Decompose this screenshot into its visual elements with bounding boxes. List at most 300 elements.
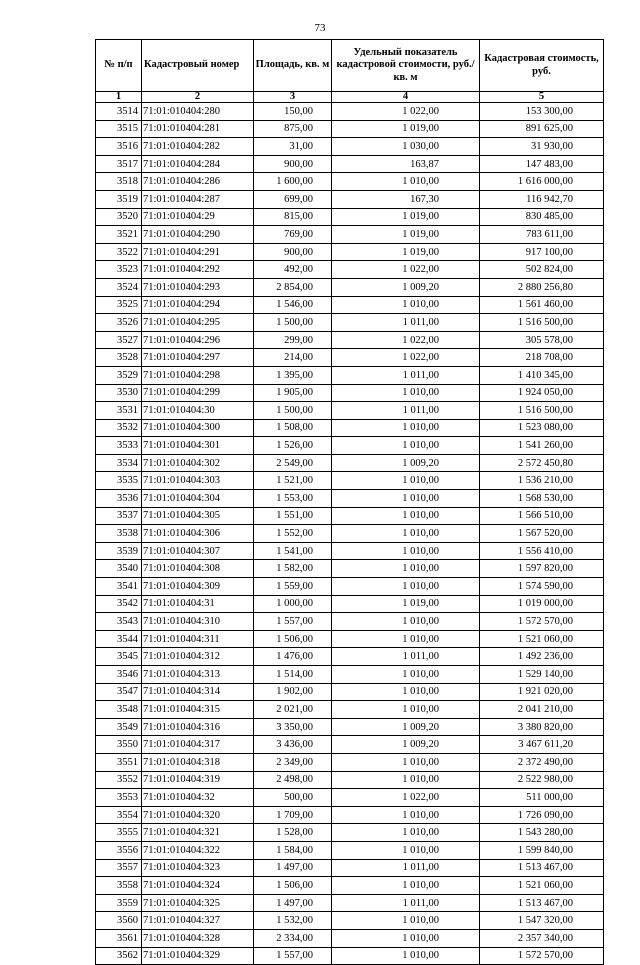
table-row	[96, 718, 604, 736]
row-index: 3535	[96, 472, 142, 490]
cadastral-number: 71:01:010404:310	[142, 613, 254, 631]
rate-value: 1 010,00	[332, 824, 480, 842]
cadastral-number: 71:01:010404:313	[142, 666, 254, 684]
rate-value: 1 010,00	[332, 173, 480, 191]
cost-value: 1 924 050,00	[480, 384, 604, 402]
area-value: 900,00	[254, 243, 332, 261]
cost-value: 917 100,00	[480, 243, 604, 261]
cadastral-number: 71:01:010404:302	[142, 454, 254, 472]
area-value: 815,00	[254, 208, 332, 226]
area-value: 2 549,00	[254, 454, 332, 472]
cadastral-number: 71:01:010404:328	[142, 929, 254, 947]
cadastral-number: 71:01:010404:286	[142, 173, 254, 191]
table-row	[96, 138, 604, 156]
cadastral-number: 71:01:010404:308	[142, 560, 254, 578]
table-row	[96, 402, 604, 420]
table-row	[96, 314, 604, 332]
area-value: 900,00	[254, 155, 332, 173]
rate-value: 1 010,00	[332, 806, 480, 824]
table-row	[96, 560, 604, 578]
row-index: 3516	[96, 138, 142, 156]
area-value: 1 559,00	[254, 578, 332, 596]
table-row	[96, 384, 604, 402]
rate-value: 1 010,00	[332, 437, 480, 455]
cost-value: 31 930,00	[480, 138, 604, 156]
table-row	[96, 736, 604, 754]
row-index: 3531	[96, 402, 142, 420]
row-index: 3555	[96, 824, 142, 842]
row-index: 3558	[96, 877, 142, 895]
area-value: 3 436,00	[254, 736, 332, 754]
row-index: 3523	[96, 261, 142, 279]
row-index: 3550	[96, 736, 142, 754]
cadastral-number: 71:01:010404:282	[142, 138, 254, 156]
table-row	[96, 666, 604, 684]
rate-value: 1 010,00	[332, 419, 480, 437]
rate-value: 1 011,00	[332, 859, 480, 877]
row-index: 3552	[96, 771, 142, 789]
area-value: 1 600,00	[254, 173, 332, 191]
area-value: 1 552,00	[254, 525, 332, 543]
table-row	[96, 261, 604, 279]
area-value: 1 500,00	[254, 314, 332, 332]
cost-value: 1 513 467,00	[480, 859, 604, 877]
rate-value: 1 010,00	[332, 384, 480, 402]
table-row	[96, 507, 604, 525]
table-row	[96, 542, 604, 560]
cost-value: 1 492 236,00	[480, 648, 604, 666]
cadastral-number: 71:01:010404:31	[142, 595, 254, 613]
page-number: 73	[314, 22, 326, 34]
cadastral-number: 71:01:010404:318	[142, 753, 254, 771]
cost-value: 147 483,00	[480, 155, 604, 173]
row-index: 3525	[96, 296, 142, 314]
row-index: 3544	[96, 630, 142, 648]
rate-value: 1 019,00	[332, 208, 480, 226]
header-idx: № п/п	[96, 40, 142, 92]
rate-value: 1 010,00	[332, 929, 480, 947]
cost-value: 1 616 000,00	[480, 173, 604, 191]
cadastral-number: 71:01:010404:319	[142, 771, 254, 789]
cadastral-number: 71:01:010404:30	[142, 402, 254, 420]
table-row	[96, 789, 604, 807]
row-index: 3541	[96, 578, 142, 596]
cost-value: 1 572 570,00	[480, 947, 604, 965]
cost-value: 1 566 510,00	[480, 507, 604, 525]
table-row	[96, 841, 604, 859]
table-row	[96, 929, 604, 947]
rate-value: 1 010,00	[332, 753, 480, 771]
rate-value: 1 009,20	[332, 718, 480, 736]
rate-value: 1 010,00	[332, 472, 480, 490]
cost-value: 1 513 467,00	[480, 894, 604, 912]
row-index: 3527	[96, 331, 142, 349]
table-row	[96, 859, 604, 877]
row-index: 3515	[96, 120, 142, 138]
cadastral-number: 71:01:010404:299	[142, 384, 254, 402]
table-row	[96, 349, 604, 367]
cost-value: 1 574 590,00	[480, 578, 604, 596]
cost-value: 1 523 080,00	[480, 419, 604, 437]
cadastral-number: 71:01:010404:303	[142, 472, 254, 490]
rate-value: 1 011,00	[332, 894, 480, 912]
cadastral-number: 71:01:010404:291	[142, 243, 254, 261]
area-value: 1 541,00	[254, 542, 332, 560]
area-value: 1 500,00	[254, 402, 332, 420]
header-cost: Кадастровая стоимость, руб.	[480, 40, 604, 92]
table-row	[96, 630, 604, 648]
cost-value: 1 726 090,00	[480, 806, 604, 824]
area-value: 1 476,00	[254, 648, 332, 666]
row-index: 3556	[96, 841, 142, 859]
rate-value: 1 009,20	[332, 736, 480, 754]
cost-value: 153 300,00	[480, 103, 604, 121]
table-row	[96, 947, 604, 965]
row-index: 3514	[96, 103, 142, 121]
cost-value: 2 880 256,80	[480, 278, 604, 296]
cost-value: 1 536 210,00	[480, 472, 604, 490]
cadastral-number: 71:01:010404:32	[142, 789, 254, 807]
column-number: 1	[96, 92, 142, 103]
rate-value: 1 010,00	[332, 912, 480, 930]
area-value: 1 582,00	[254, 560, 332, 578]
row-index: 3542	[96, 595, 142, 613]
column-number: 3	[254, 92, 332, 103]
cost-value: 830 485,00	[480, 208, 604, 226]
cost-value: 1 529 140,00	[480, 666, 604, 684]
cost-value: 1 556 410,00	[480, 542, 604, 560]
table-row	[96, 894, 604, 912]
area-value: 31,00	[254, 138, 332, 156]
row-index: 3547	[96, 683, 142, 701]
rate-value: 1 019,00	[332, 243, 480, 261]
cadastral-number: 71:01:010404:329	[142, 947, 254, 965]
cadastral-number: 71:01:010404:320	[142, 806, 254, 824]
rate-value: 1 010,00	[332, 841, 480, 859]
row-index: 3551	[96, 753, 142, 771]
cadastral-number: 71:01:010404:315	[142, 701, 254, 719]
cost-value: 1 597 820,00	[480, 560, 604, 578]
cadastral-number: 71:01:010404:294	[142, 296, 254, 314]
cost-value: 1 572 570,00	[480, 613, 604, 631]
cost-value: 1 541 260,00	[480, 437, 604, 455]
area-value: 1 395,00	[254, 366, 332, 384]
cadastral-table	[95, 39, 604, 965]
area-value: 1 526,00	[254, 437, 332, 455]
area-value: 1 902,00	[254, 683, 332, 701]
row-index: 3549	[96, 718, 142, 736]
cost-value: 116 942,70	[480, 190, 604, 208]
rate-value: 1 022,00	[332, 331, 480, 349]
cadastral-number: 71:01:010404:281	[142, 120, 254, 138]
row-index: 3540	[96, 560, 142, 578]
column-number: 5	[480, 92, 604, 103]
rate-value: 1 010,00	[332, 542, 480, 560]
column-number: 4	[332, 92, 480, 103]
area-value: 492,00	[254, 261, 332, 279]
cadastral-number: 71:01:010404:284	[142, 155, 254, 173]
area-value: 875,00	[254, 120, 332, 138]
area-value: 500,00	[254, 789, 332, 807]
column-number-row	[96, 92, 604, 103]
cost-value: 891 625,00	[480, 120, 604, 138]
area-value: 3 350,00	[254, 718, 332, 736]
area-value: 1 553,00	[254, 490, 332, 508]
area-value: 1 528,00	[254, 824, 332, 842]
cost-value: 2 041 210,00	[480, 701, 604, 719]
rate-value: 1 010,00	[332, 666, 480, 684]
area-value: 2 854,00	[254, 278, 332, 296]
rate-value: 1 011,00	[332, 648, 480, 666]
area-value: 1 521,00	[254, 472, 332, 490]
cost-value: 1 543 280,00	[480, 824, 604, 842]
area-value: 1 506,00	[254, 630, 332, 648]
header-area: Площадь, кв. м	[254, 40, 332, 92]
area-value: 1 000,00	[254, 595, 332, 613]
area-value: 1 497,00	[254, 859, 332, 877]
area-value: 214,00	[254, 349, 332, 367]
cost-value: 1 599 840,00	[480, 841, 604, 859]
rate-value: 1 009,20	[332, 454, 480, 472]
rate-value: 1 022,00	[332, 349, 480, 367]
cadastral-number: 71:01:010404:322	[142, 841, 254, 859]
rate-value: 1 010,00	[332, 490, 480, 508]
cadastral-number: 71:01:010404:300	[142, 419, 254, 437]
cadastral-number: 71:01:010404:29	[142, 208, 254, 226]
table-row	[96, 296, 604, 314]
rate-value: 1 019,00	[332, 226, 480, 244]
row-index: 3539	[96, 542, 142, 560]
rate-value: 1 011,00	[332, 314, 480, 332]
row-index: 3517	[96, 155, 142, 173]
cadastral-number: 71:01:010404:327	[142, 912, 254, 930]
row-index: 3522	[96, 243, 142, 261]
row-index: 3545	[96, 648, 142, 666]
row-index: 3559	[96, 894, 142, 912]
row-index: 3537	[96, 507, 142, 525]
row-index: 3533	[96, 437, 142, 455]
rate-value: 1 010,00	[332, 525, 480, 543]
cadastral-number: 71:01:010404:295	[142, 314, 254, 332]
cost-value: 218 708,00	[480, 349, 604, 367]
cadastral-number: 71:01:010404:321	[142, 824, 254, 842]
cadastral-number: 71:01:010404:298	[142, 366, 254, 384]
cadastral-number: 71:01:010404:290	[142, 226, 254, 244]
rate-value: 167,30	[332, 190, 480, 208]
table-row	[96, 155, 604, 173]
cost-value: 1 410 345,00	[480, 366, 604, 384]
table-row	[96, 437, 604, 455]
row-index: 3543	[96, 613, 142, 631]
row-index: 3524	[96, 278, 142, 296]
cost-value: 1 019 000,00	[480, 595, 604, 613]
area-value: 699,00	[254, 190, 332, 208]
row-index: 3521	[96, 226, 142, 244]
cadastral-number: 71:01:010404:325	[142, 894, 254, 912]
cost-value: 1 568 530,00	[480, 490, 604, 508]
table-row	[96, 771, 604, 789]
table-row	[96, 366, 604, 384]
row-index: 3536	[96, 490, 142, 508]
cost-value: 1 521 060,00	[480, 630, 604, 648]
table-row	[96, 226, 604, 244]
rate-value: 1 010,00	[332, 560, 480, 578]
table-row	[96, 120, 604, 138]
row-index: 3526	[96, 314, 142, 332]
cadastral-number: 71:01:010404:293	[142, 278, 254, 296]
column-number: 2	[142, 92, 254, 103]
rate-value: 1 010,00	[332, 877, 480, 895]
area-value: 1 709,00	[254, 806, 332, 824]
rate-value: 1 010,00	[332, 771, 480, 789]
table-row	[96, 753, 604, 771]
cost-value: 1 521 060,00	[480, 877, 604, 895]
header-rate: Удельный показатель кадастровой стоимости, руб./кв. м	[332, 40, 480, 92]
rate-value: 1 010,00	[332, 683, 480, 701]
area-value: 1 506,00	[254, 877, 332, 895]
cost-value: 783 611,00	[480, 226, 604, 244]
area-value: 1 497,00	[254, 894, 332, 912]
cadastral-number: 71:01:010404:297	[142, 349, 254, 367]
cost-value: 3 380 820,00	[480, 718, 604, 736]
cost-value: 1 516 500,00	[480, 402, 604, 420]
cadastral-number: 71:01:010404:324	[142, 877, 254, 895]
table-row	[96, 701, 604, 719]
header-cadastral: Кадастровый номер	[142, 40, 254, 92]
row-index: 3530	[96, 384, 142, 402]
area-value: 2 498,00	[254, 771, 332, 789]
table-row	[96, 806, 604, 824]
table-row	[96, 912, 604, 930]
cost-value: 1 921 020,00	[480, 683, 604, 701]
cadastral-number: 71:01:010404:307	[142, 542, 254, 560]
cost-value: 3 467 611,20	[480, 736, 604, 754]
row-index: 3534	[96, 454, 142, 472]
table-row	[96, 595, 604, 613]
rate-value: 1 011,00	[332, 402, 480, 420]
rate-value: 1 010,00	[332, 947, 480, 965]
table-row	[96, 877, 604, 895]
row-index: 3557	[96, 859, 142, 877]
header-row	[96, 40, 604, 92]
area-value: 1 551,00	[254, 507, 332, 525]
cadastral-number: 71:01:010404:292	[142, 261, 254, 279]
table-row	[96, 454, 604, 472]
cadastral-number: 71:01:010404:312	[142, 648, 254, 666]
cadastral-number: 71:01:010404:296	[142, 331, 254, 349]
cadastral-number: 71:01:010404:311	[142, 630, 254, 648]
area-value: 1 584,00	[254, 841, 332, 859]
cost-value: 2 357 340,00	[480, 929, 604, 947]
cost-value: 1 567 520,00	[480, 525, 604, 543]
cadastral-number: 71:01:010404:306	[142, 525, 254, 543]
table-row	[96, 824, 604, 842]
rate-value: 1 019,00	[332, 595, 480, 613]
table-row	[96, 490, 604, 508]
area-value: 2 021,00	[254, 701, 332, 719]
row-index: 3560	[96, 912, 142, 930]
cadastral-number: 71:01:010404:314	[142, 683, 254, 701]
rate-value: 1 010,00	[332, 578, 480, 596]
area-value: 299,00	[254, 331, 332, 349]
row-index: 3528	[96, 349, 142, 367]
cost-value: 1 516 500,00	[480, 314, 604, 332]
row-index: 3518	[96, 173, 142, 191]
cost-value: 502 824,00	[480, 261, 604, 279]
rate-value: 1 010,00	[332, 296, 480, 314]
cadastral-number: 71:01:010404:304	[142, 490, 254, 508]
table-row	[96, 208, 604, 226]
rate-value: 1 011,00	[332, 366, 480, 384]
area-value: 1 508,00	[254, 419, 332, 437]
table-row	[96, 683, 604, 701]
row-index: 3538	[96, 525, 142, 543]
rate-value: 1 022,00	[332, 789, 480, 807]
rate-value: 1 030,00	[332, 138, 480, 156]
area-value: 1 557,00	[254, 613, 332, 631]
cadastral-number: 71:01:010404:280	[142, 103, 254, 121]
rate-value: 1 022,00	[332, 103, 480, 121]
row-index: 3532	[96, 419, 142, 437]
area-value: 150,00	[254, 103, 332, 121]
rate-value: 1 010,00	[332, 701, 480, 719]
cadastral-number: 71:01:010404:287	[142, 190, 254, 208]
row-index: 3520	[96, 208, 142, 226]
rate-value: 1 010,00	[332, 613, 480, 631]
cadastral-number: 71:01:010404:316	[142, 718, 254, 736]
area-value: 1 514,00	[254, 666, 332, 684]
cadastral-number: 71:01:010404:301	[142, 437, 254, 455]
cost-value: 2 522 980,00	[480, 771, 604, 789]
row-index: 3546	[96, 666, 142, 684]
table-row	[96, 243, 604, 261]
cost-value: 2 572 450,80	[480, 454, 604, 472]
rate-value: 1 009,20	[332, 278, 480, 296]
area-value: 2 349,00	[254, 753, 332, 771]
rate-value: 163,87	[332, 155, 480, 173]
table-row	[96, 419, 604, 437]
area-value: 2 334,00	[254, 929, 332, 947]
table-row	[96, 472, 604, 490]
table-row	[96, 648, 604, 666]
area-value: 1 557,00	[254, 947, 332, 965]
table-row	[96, 190, 604, 208]
cost-value: 1 547 320,00	[480, 912, 604, 930]
rate-value: 1 010,00	[332, 630, 480, 648]
table-row	[96, 103, 604, 121]
area-value: 1 905,00	[254, 384, 332, 402]
area-value: 1 546,00	[254, 296, 332, 314]
area-value: 769,00	[254, 226, 332, 244]
table-body	[96, 103, 604, 965]
rate-value: 1 019,00	[332, 120, 480, 138]
cost-value: 511 000,00	[480, 789, 604, 807]
row-index: 3529	[96, 366, 142, 384]
row-index: 3561	[96, 929, 142, 947]
row-index: 3548	[96, 701, 142, 719]
cadastral-number: 71:01:010404:323	[142, 859, 254, 877]
cost-value: 305 578,00	[480, 331, 604, 349]
row-index: 3554	[96, 806, 142, 824]
table-row	[96, 278, 604, 296]
row-index: 3562	[96, 947, 142, 965]
table-row	[96, 173, 604, 191]
area-value: 1 532,00	[254, 912, 332, 930]
cadastral-number: 71:01:010404:309	[142, 578, 254, 596]
cost-value: 1 561 460,00	[480, 296, 604, 314]
table-row	[96, 525, 604, 543]
table-row	[96, 613, 604, 631]
